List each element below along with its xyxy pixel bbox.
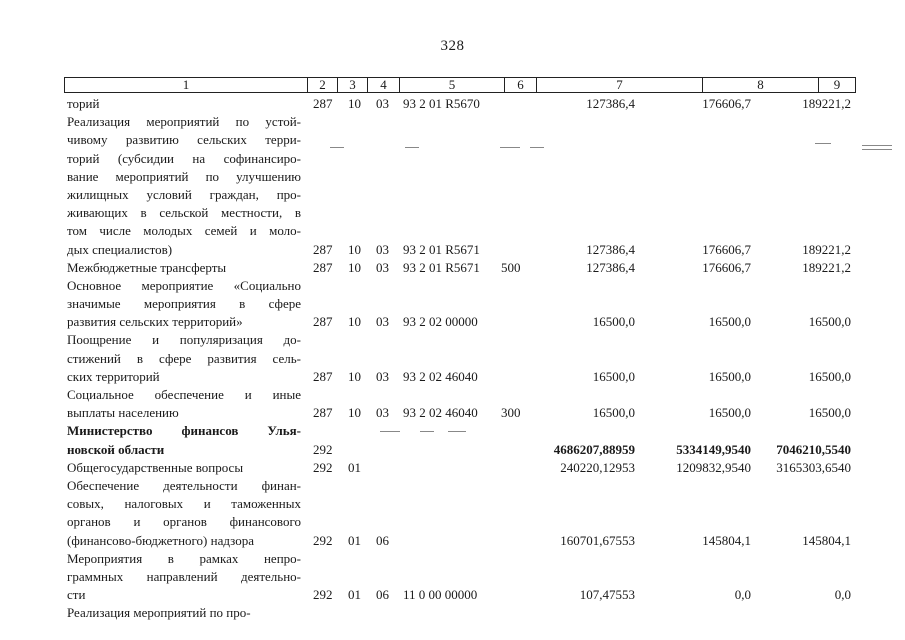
target-article-code: 93 2 01 R5671 xyxy=(403,259,480,275)
amount-col-8: 16500,0 xyxy=(708,314,751,330)
table-row xyxy=(67,113,857,259)
section-code: 10 xyxy=(348,259,361,275)
table-row xyxy=(67,386,857,422)
ministry-code: 292 xyxy=(313,441,333,457)
ministry-code: 287 xyxy=(313,241,333,257)
description-line: Основное мероприятие «Социально xyxy=(67,277,301,293)
description-line: Социальное обеспечение и иные xyxy=(67,387,301,402)
table-header xyxy=(64,77,856,93)
amount-col-8: 16500,0 xyxy=(708,405,751,421)
amount-col-7: 16500,0 xyxy=(592,314,635,330)
subsection-code: 03 xyxy=(376,314,389,330)
description-line: совых, налоговых и таможенных xyxy=(67,496,301,512)
amount-col-9: 189221,2 xyxy=(802,241,851,257)
ministry-code: 287 xyxy=(313,405,333,421)
amount-col-9: 3165303,6540 xyxy=(776,459,851,475)
description-line: значимые мероприятия в сфере xyxy=(67,296,301,312)
section-code: 10 xyxy=(348,314,361,330)
amount-col-7: 16500,0 xyxy=(592,368,635,384)
description-line: жилищных условий граждан, про- xyxy=(67,186,301,202)
target-article-code: 11 0 00 00000 xyxy=(403,587,478,603)
target-article-code: 93 2 02 46040 xyxy=(403,368,478,384)
row-codes xyxy=(67,241,857,259)
scan-mark xyxy=(405,147,419,148)
description-line: Поощрение и популяризация до- xyxy=(67,332,301,348)
scan-mark xyxy=(380,431,400,432)
section-code: 10 xyxy=(348,368,361,384)
description-line: Обеспечение деятельности финан- xyxy=(67,477,301,493)
row-codes xyxy=(67,368,857,386)
target-article-code: 93 2 01 R5671 xyxy=(403,241,480,257)
header-col-2: 2 xyxy=(308,78,338,92)
ministry-code: 292 xyxy=(313,587,333,603)
row-codes xyxy=(67,95,857,113)
scan-mark xyxy=(500,147,520,148)
section-code: 10 xyxy=(348,241,361,257)
amount-col-9: 16500,0 xyxy=(808,314,851,330)
description-line: сти xyxy=(67,587,86,603)
table-row xyxy=(67,604,857,622)
description-line: органов и органов финансового xyxy=(67,514,301,530)
amount-col-9: 16500,0 xyxy=(808,405,851,421)
table-row xyxy=(67,277,857,332)
amount-col-8: 0,0 xyxy=(734,587,751,603)
amount-col-7: 16500,0 xyxy=(592,405,635,421)
amount-col-7: 127386,4 xyxy=(586,241,635,257)
row-codes xyxy=(67,586,857,604)
amount-col-8: 176606,7 xyxy=(702,96,751,111)
description-line: Межбюджетные трансферты xyxy=(67,259,227,275)
scan-mark xyxy=(330,147,344,148)
ministry-code: 287 xyxy=(313,368,333,384)
row-codes xyxy=(67,532,857,550)
subsection-code: 03 xyxy=(376,241,389,257)
description-line: выплаты населению xyxy=(67,405,179,421)
description-line: новской области xyxy=(67,441,165,457)
row-description xyxy=(67,113,301,259)
table-row xyxy=(67,459,857,477)
target-article-code: 93 2 02 00000 xyxy=(403,314,478,330)
section-code: 01 xyxy=(348,587,361,603)
scan-mark xyxy=(862,149,892,150)
amount-col-7: 127386,4 xyxy=(586,259,635,275)
table-row xyxy=(67,550,857,605)
target-article-code: 93 2 02 46040 xyxy=(403,405,478,421)
description-line: граммных направлений деятельно- xyxy=(67,568,301,584)
ministry-code: 292 xyxy=(313,532,333,548)
description-line: Реализация мероприятий по устой- xyxy=(67,114,301,130)
description-line: Реализация мероприятий по про- xyxy=(67,605,251,621)
ministry-code: 292 xyxy=(313,459,333,475)
section-code: 10 xyxy=(348,405,361,421)
row-codes xyxy=(67,259,857,277)
amount-col-9: 7046210,5540 xyxy=(776,441,851,457)
row-codes xyxy=(67,441,857,459)
header-col-5: 5 xyxy=(400,78,505,92)
amount-col-9: 16500,0 xyxy=(808,368,851,384)
amount-col-9: 189221,2 xyxy=(802,96,851,111)
ministry-code: 287 xyxy=(313,314,333,330)
section-code: 10 xyxy=(348,96,361,111)
header-col-4: 4 xyxy=(368,78,400,92)
target-article-code: 93 2 01 R5670 xyxy=(403,96,480,111)
description-line: чивому развитию сельских терри- xyxy=(67,132,301,148)
row-codes xyxy=(67,604,857,622)
amount-col-9: 189221,2 xyxy=(802,259,851,275)
scan-mark xyxy=(448,431,466,432)
header-col-8: 8 xyxy=(703,78,819,92)
subsection-code: 03 xyxy=(376,96,389,111)
section-code: 01 xyxy=(348,532,361,548)
ministry-code: 287 xyxy=(313,96,333,111)
amount-col-7: 160701,67553 xyxy=(560,532,635,548)
amount-col-8: 145804,1 xyxy=(702,532,751,548)
description-line: торий (субсидии на софинансиро- xyxy=(67,150,301,166)
amount-col-7: 107,47553 xyxy=(579,587,635,603)
amount-col-8: 5334149,9540 xyxy=(676,441,751,457)
description-line: вание мероприятий по улучшению xyxy=(67,168,301,184)
section-code: 01 xyxy=(348,459,361,475)
row-codes xyxy=(67,459,857,477)
description-line: живающих в сельской местности, в xyxy=(67,205,301,221)
row-codes xyxy=(67,313,857,331)
ministry-code: 287 xyxy=(313,259,333,275)
expense-type-code: 500 xyxy=(501,259,521,275)
description-line: Общегосударственные вопросы xyxy=(67,459,244,475)
expense-type-code: 300 xyxy=(501,405,521,421)
description-line: (финансово-бюджетного) надзора xyxy=(67,532,254,548)
subsection-code: 03 xyxy=(376,259,389,275)
page-number: 328 xyxy=(440,38,465,54)
amount-col-7: 4686207,88959 xyxy=(553,441,635,457)
subsection-code: 06 xyxy=(376,587,389,603)
description-line: Министерство финансов Улья- xyxy=(67,423,301,439)
header-col-7: 7 xyxy=(537,78,703,92)
amount-col-8: 176606,7 xyxy=(702,259,751,275)
subsection-code: 03 xyxy=(376,368,389,384)
amount-col-8: 16500,0 xyxy=(708,368,751,384)
subsection-code: 03 xyxy=(376,405,389,421)
row-codes xyxy=(67,404,857,422)
description-line: торий xyxy=(67,96,100,111)
scan-mark xyxy=(420,431,434,432)
scan-mark xyxy=(862,145,892,146)
amount-col-7: 127386,4 xyxy=(586,96,635,111)
scan-mark xyxy=(815,143,831,144)
table-row xyxy=(67,331,857,386)
description-line: стижений в сфере развития сель- xyxy=(67,350,301,366)
amount-col-9: 0,0 xyxy=(834,587,851,603)
header-col-3: 3 xyxy=(338,78,368,92)
amount-col-8: 176606,7 xyxy=(702,241,751,257)
table-row xyxy=(67,477,857,550)
header-col-9: 9 xyxy=(833,77,841,92)
description-line: развития сельских территорий» xyxy=(67,314,243,330)
amount-col-7: 240220,12953 xyxy=(560,459,635,475)
description-line: том числе молодых семей и моло- xyxy=(67,223,301,239)
amount-col-9: 145804,1 xyxy=(802,532,851,548)
description-line: дых специалистов) xyxy=(67,241,173,257)
scan-mark xyxy=(530,147,544,148)
subsection-code: 06 xyxy=(376,532,389,548)
description-line: ских территорий xyxy=(67,368,160,384)
table-row xyxy=(67,259,857,277)
header-col-1: 1 xyxy=(65,78,308,92)
amount-col-8: 1209832,9540 xyxy=(676,459,751,475)
description-line: Мероприятия в рамках непро- xyxy=(67,550,301,566)
table-row xyxy=(67,422,857,458)
header-col-6: 6 xyxy=(505,78,537,92)
table-row xyxy=(67,95,857,113)
table-body xyxy=(67,95,857,622)
